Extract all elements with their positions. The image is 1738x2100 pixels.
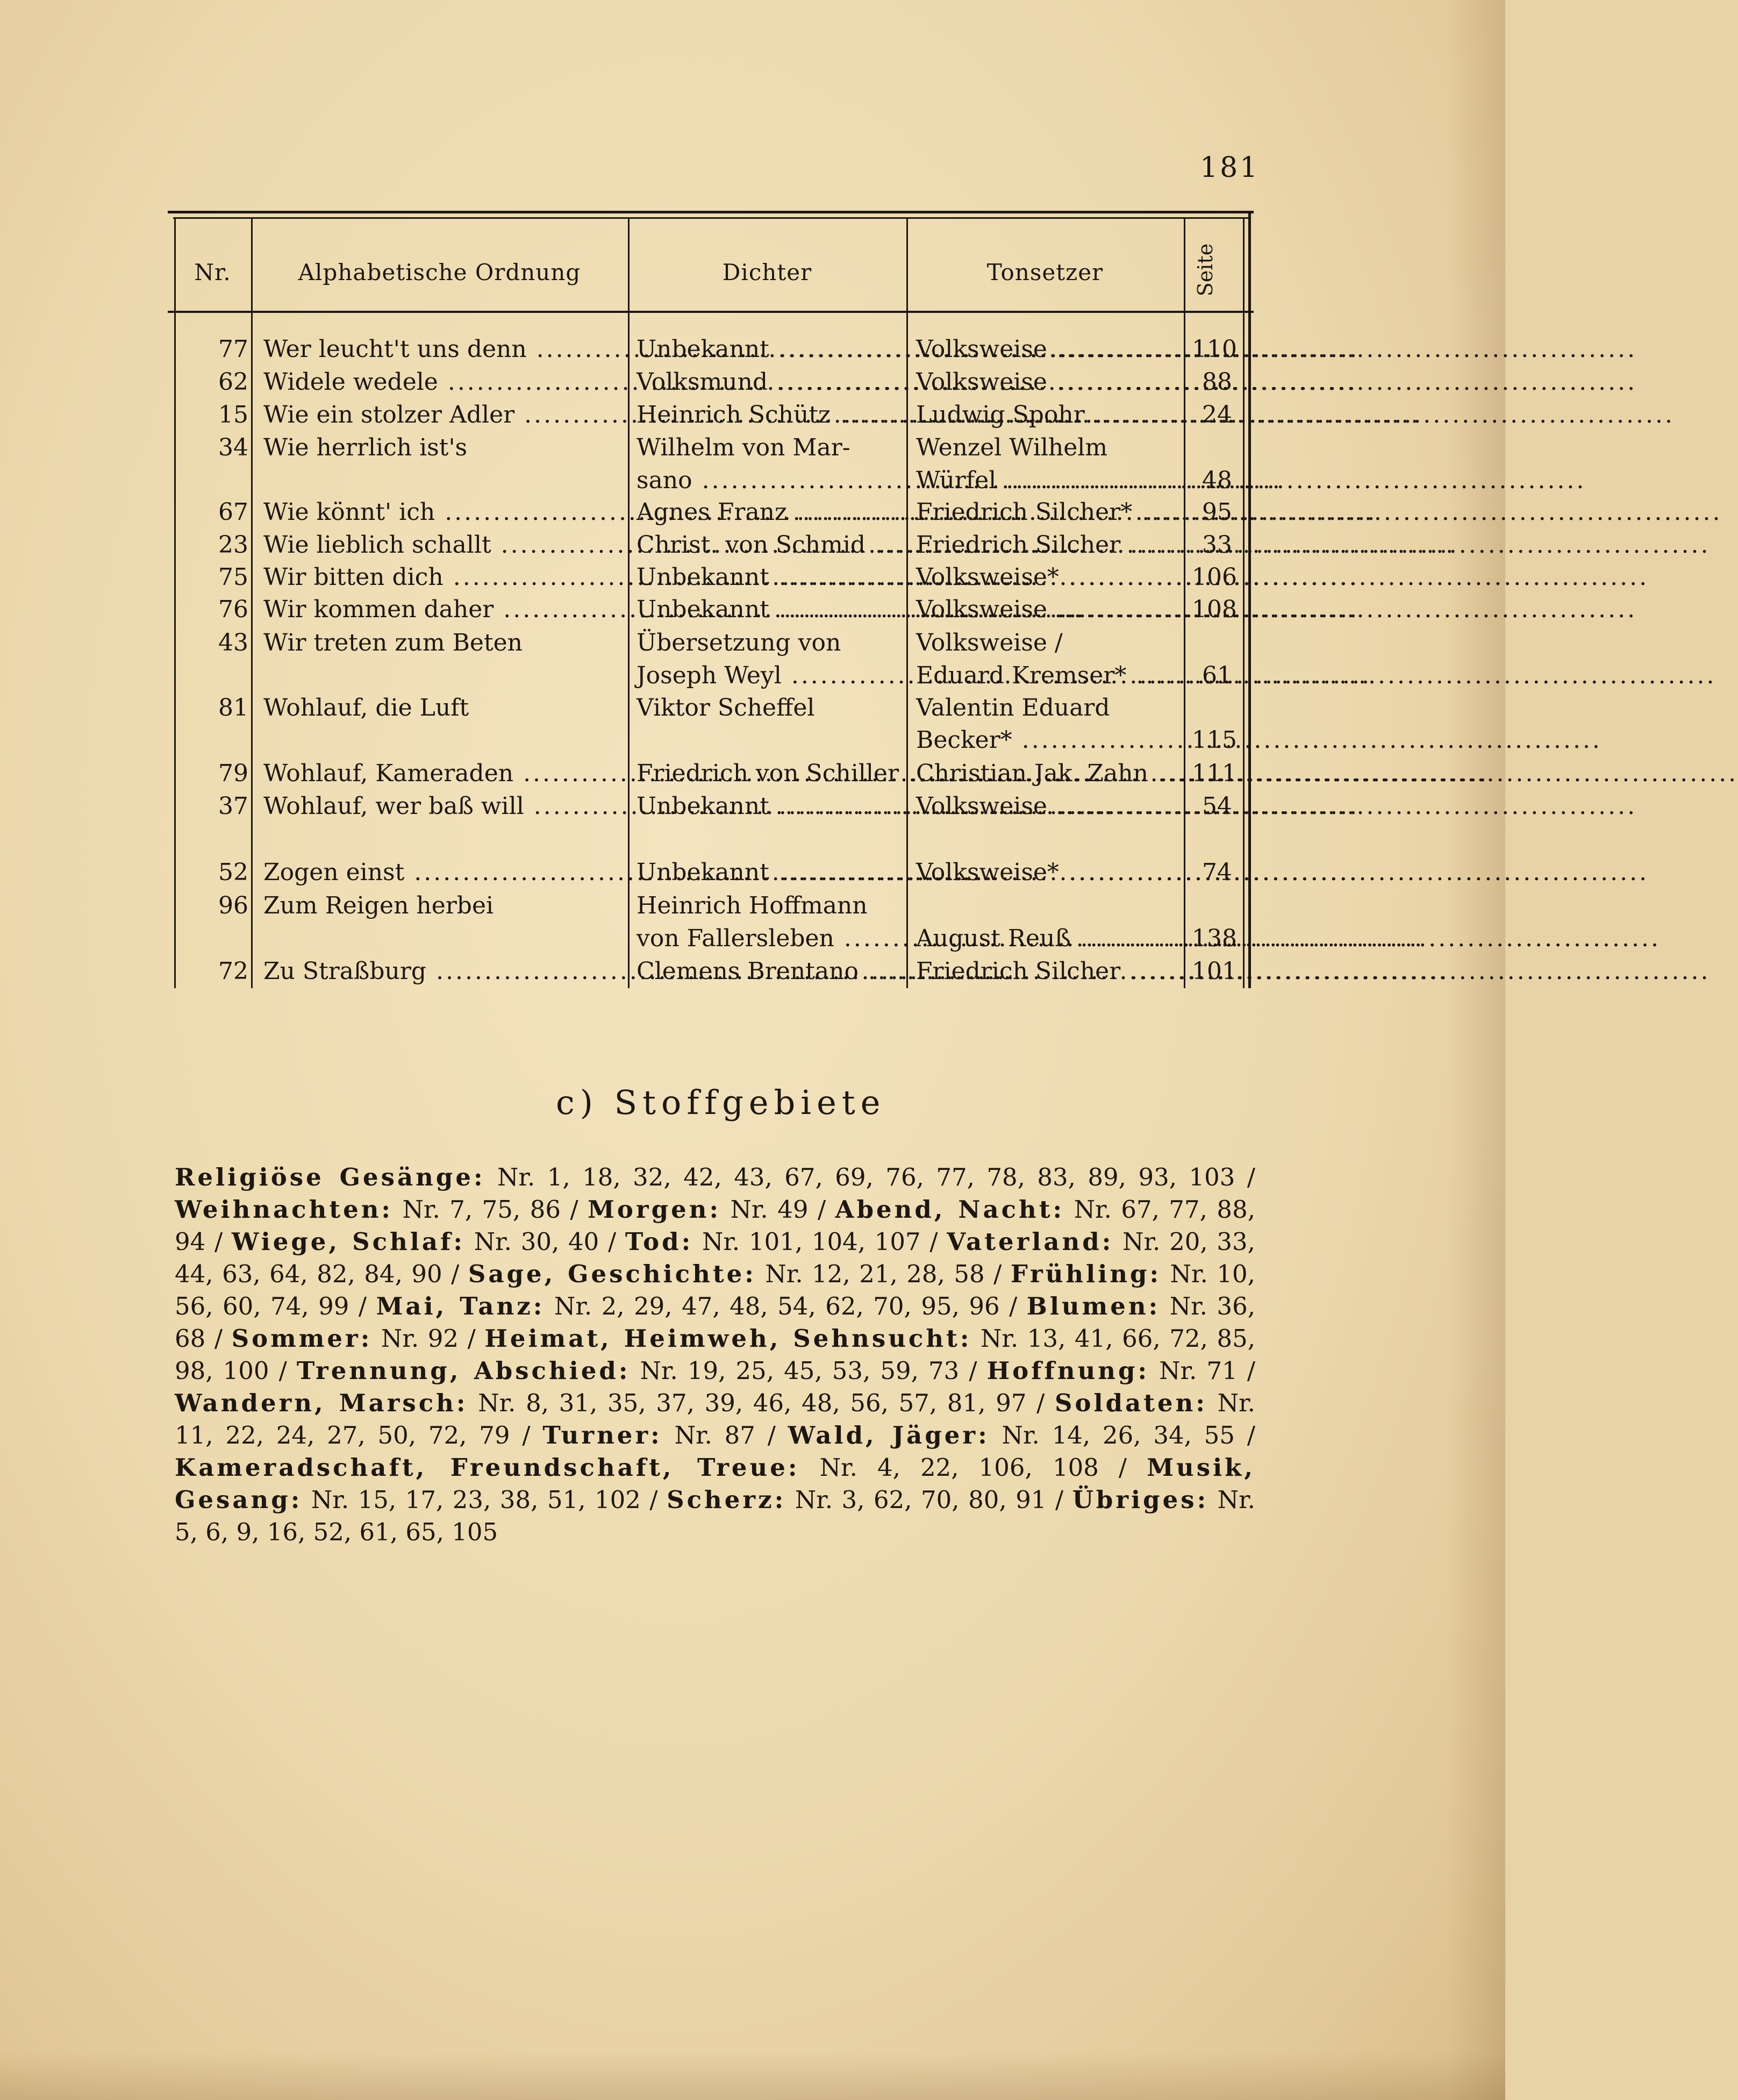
- song-index-table: [168, 211, 1254, 988]
- index-numbers: Nr. 36, 68 /: [175, 1292, 1256, 1353]
- song-title: Zogen einst .....: [263, 856, 623, 889]
- table-row: [168, 692, 1254, 724]
- index-numbers: Nr. 49 /: [730, 1195, 826, 1224]
- index-category: Sage, Geschichte:: [468, 1260, 756, 1288]
- row-number: 43: [218, 629, 248, 656]
- song-title: [263, 660, 623, 692]
- index-category: Scherz:: [667, 1485, 786, 1514]
- composer-name: Friedrich Silcher* .....: [916, 496, 1178, 528]
- song-title: Wohlauf, wer baß will .....: [263, 790, 623, 823]
- composer-name: Ludwig Spohr .....: [916, 399, 1178, 431]
- song-title: [263, 465, 623, 497]
- header-title: Alphabetische Ordnung: [298, 259, 581, 285]
- table-row: [168, 465, 1254, 497]
- row-number: 37: [218, 792, 248, 820]
- row-number: 23: [218, 531, 248, 559]
- index-numbers: Nr. 2, 29, 47, 48, 54, 62, 70, 95, 96 /: [554, 1292, 1018, 1320]
- composer-name: Volksweise* .....: [916, 561, 1178, 594]
- index-numbers: Nr. 19, 25, 45, 53, 59, 73 /: [640, 1356, 977, 1385]
- poet-name: Unbekannt .....: [636, 594, 900, 626]
- page-reference: 54: [1202, 792, 1232, 820]
- index-numbers: Nr. 71 /: [1159, 1356, 1255, 1385]
- table-row: [168, 890, 1254, 922]
- index-category: Heimat, Heimweh, Sehnsucht:: [484, 1324, 972, 1353]
- page-reference: [1192, 432, 1232, 464]
- poet-name: Clemens Brentano .....: [636, 955, 900, 988]
- composer-name: Würfel .....: [916, 465, 1178, 497]
- song-title: Wohlauf, Kameraden .....: [263, 758, 623, 790]
- table-row: [168, 856, 1254, 889]
- row-number: 76: [218, 596, 248, 623]
- song-title: Wir kommen daher .....: [263, 594, 623, 626]
- page-reference: [1192, 890, 1232, 922]
- composer-name: Eduard Kremser* .....: [916, 660, 1178, 692]
- composer-name: Volksweise .....: [916, 594, 1178, 626]
- poet-name: Volksmund .....: [636, 366, 900, 398]
- poet-name: Christ. von Schmid .....: [636, 529, 900, 561]
- poet-name: Heinrich Schütz .....: [636, 399, 900, 431]
- page-shadow-right: [1446, 0, 1505, 2100]
- page-reference: 108: [1192, 596, 1237, 623]
- index-numbers: Nr. 87 /: [674, 1421, 776, 1449]
- row-number: 67: [218, 498, 248, 526]
- song-title: Wie lieblich schallt .....: [263, 529, 623, 561]
- row-number: 62: [218, 368, 248, 396]
- table-row: [168, 399, 1254, 431]
- header-page: Seite: [1193, 243, 1217, 297]
- index-numbers: Nr. 30, 40 /: [474, 1227, 617, 1256]
- table-header-rule: [168, 311, 1254, 313]
- table-top-rule: [168, 211, 1254, 213]
- table-row: [168, 790, 1254, 823]
- header-nr: Nr.: [194, 259, 231, 285]
- table-row: [168, 561, 1254, 594]
- poet-name: Unbekannt .....: [636, 333, 900, 366]
- table-row: [168, 496, 1254, 528]
- row-number: 52: [218, 859, 248, 886]
- section-heading: c) Stoffgebiete: [556, 1083, 886, 1122]
- index-category: Blumen:: [1026, 1292, 1161, 1320]
- song-title: Wie herrlich ist's: [263, 434, 468, 461]
- composer-name: Friedrich Silcher .....: [916, 955, 1178, 988]
- index-numbers: Nr. 11, 22, 24, 27, 50, 72, 79 /: [175, 1389, 1255, 1449]
- index-category: Vaterland:: [947, 1227, 1114, 1256]
- index-category: Wiege, Schlaf:: [231, 1227, 466, 1256]
- index-numbers: Nr. 4, 22, 106, 108 /: [819, 1453, 1127, 1482]
- song-title: Zum Reigen herbei: [263, 892, 494, 919]
- header-composer: Tonsetzer: [986, 259, 1104, 285]
- index-category: Übriges:: [1072, 1485, 1209, 1514]
- index-numbers: Nr. 12, 21, 28, 58 /: [765, 1260, 1002, 1288]
- index-numbers: Nr. 7, 75, 86 /: [402, 1195, 578, 1224]
- index-numbers: Nr. 15, 17, 23, 38, 51, 102 /: [311, 1485, 658, 1514]
- song-title: Wir bitten dich .....: [263, 561, 623, 594]
- index-category: Abend, Nacht:: [835, 1195, 1065, 1224]
- composer-name: Volksweise .....: [916, 333, 1178, 366]
- page-reference: 138: [1192, 925, 1237, 952]
- composer-name: Wenzel Wilhelm: [916, 434, 1108, 461]
- poet-name: Unbekannt .....: [636, 561, 900, 594]
- row-number: 81: [218, 694, 248, 722]
- index-category: Morgen:: [588, 1195, 721, 1224]
- song-title: Wer leucht't uns denn .....: [263, 333, 623, 366]
- composer-name: Volksweise .....: [916, 366, 1178, 398]
- song-title: Zu Straßburg .....: [263, 955, 623, 988]
- index-category: Tod:: [625, 1227, 693, 1256]
- poet-name: Wilhelm von Mar-: [636, 434, 850, 461]
- row-number: 75: [218, 563, 248, 591]
- table-row: [168, 627, 1254, 659]
- composer-name: Volksweise /: [916, 629, 1063, 656]
- row-number: 15: [218, 401, 248, 428]
- table-row: [168, 432, 1254, 464]
- page-reference: [1192, 627, 1232, 659]
- index-category: Kameradschaft, Freundschaft, Treue:: [175, 1453, 800, 1482]
- row-number: 79: [218, 760, 248, 787]
- index-numbers: Nr. 101, 104, 107 /: [702, 1227, 938, 1256]
- poet-name: Viktor Scheffel: [636, 694, 815, 722]
- index-category: Sommer:: [231, 1324, 373, 1353]
- page-reference: 101: [1192, 958, 1237, 985]
- page-reference: 95: [1202, 498, 1232, 526]
- page-reference: 88: [1202, 368, 1232, 396]
- index-category: Mai, Tanz:: [376, 1292, 545, 1320]
- table-row: [168, 333, 1254, 366]
- poet-name: sano .....: [636, 465, 900, 497]
- page-reference: 106: [1192, 563, 1237, 591]
- page-reference: 111: [1192, 760, 1237, 787]
- index-category: Soldaten:: [1055, 1389, 1208, 1417]
- poet-name: Übersetzung von: [636, 629, 841, 656]
- table-top-rule-inner: [173, 217, 1248, 219]
- page-reference: 24: [1202, 401, 1232, 428]
- composer-name: Friedrich Silcher .....: [916, 529, 1178, 561]
- poet-name: von Fallersleben .....: [636, 923, 900, 955]
- index-category: Wald, Jäger:: [788, 1421, 990, 1449]
- page-reference: 48: [1202, 467, 1232, 494]
- table-row: [168, 366, 1254, 398]
- index-numbers: Nr. 1, 18, 32, 42, 43, 67, 69, 76, 77, 78, 83, 89, 93, 103 /: [497, 1163, 1255, 1191]
- page-reference: 33: [1202, 531, 1232, 559]
- composer-name: [916, 890, 1178, 922]
- index-numbers: Nr. 3, 62, 70, 80, 91 /: [795, 1485, 1064, 1514]
- index-category: Frühling:: [1010, 1260, 1162, 1288]
- composer-name: Volksweise .....: [916, 790, 1178, 823]
- song-title: Widele wedele .....: [263, 366, 623, 398]
- index-category: Trennung, Abschied:: [296, 1356, 631, 1385]
- index-numbers: Nr. 14, 26, 34, 55 /: [1002, 1421, 1255, 1449]
- subject-index: [175, 1161, 1255, 1548]
- table-row: [168, 594, 1254, 626]
- page-shadow-bottom: [0, 2052, 1505, 2100]
- page-reference: 110: [1192, 335, 1237, 363]
- index-category: Turner:: [542, 1421, 662, 1449]
- index-category: Musik, Gesang:: [175, 1453, 1256, 1514]
- index-numbers: Nr. 5, 6, 9, 16, 52, 61, 65, 105: [175, 1485, 1255, 1546]
- row-number: [178, 923, 253, 955]
- composer-name: Becker* .....: [916, 724, 1178, 756]
- index-category: Weihnachten:: [175, 1195, 394, 1224]
- song-title: [263, 724, 623, 756]
- row-number: [178, 660, 253, 692]
- table-row: [168, 758, 1254, 790]
- song-title: Wie ein stolzer Adler .....: [263, 399, 623, 431]
- row-number: [178, 724, 253, 756]
- row-number: 96: [218, 892, 248, 919]
- composer-name: Valentin Eduard: [916, 694, 1110, 722]
- poet-name: Heinrich Hoffmann: [636, 892, 868, 919]
- row-number: 77: [218, 335, 248, 363]
- poet-name: Joseph Weyl .....: [636, 660, 900, 692]
- composer-name: Volksweise* .....: [916, 856, 1178, 889]
- page-reference: 115: [1192, 726, 1237, 754]
- index-numbers: Nr. 92 /: [381, 1324, 476, 1353]
- index-numbers: Nr. 10, 56, 60, 74, 99 /: [175, 1260, 1255, 1320]
- index-numbers: Nr. 13, 41, 66, 72, 85, 98, 100 /: [175, 1324, 1256, 1385]
- index-numbers: Nr. 8, 31, 35, 37, 39, 46, 48, 56, 57, 81, 97 /: [478, 1389, 1045, 1417]
- table-row: [168, 529, 1254, 561]
- page-reference: 61: [1202, 662, 1232, 689]
- page-number: 181: [1200, 152, 1260, 184]
- row-number: [178, 465, 253, 497]
- table-row: [168, 660, 1254, 692]
- table-row: [168, 923, 1254, 955]
- index-numbers: Nr. 67, 77, 88, 94 /: [175, 1195, 1256, 1256]
- index-category: Wandern, Marsch:: [175, 1389, 468, 1417]
- row-number: 34: [218, 434, 248, 461]
- row-number: 72: [218, 958, 248, 985]
- song-title: [263, 923, 623, 955]
- header-poet: Dichter: [722, 259, 812, 285]
- page-reference: [1192, 692, 1232, 724]
- song-title: Wir treten zum Beten: [263, 629, 523, 656]
- table-row: [168, 955, 1254, 988]
- song-title: Wie könnt' ich .....: [263, 496, 623, 528]
- table-row: [168, 724, 1254, 756]
- index-numbers: Nr. 20, 33, 44, 63, 64, 82, 84, 90 /: [175, 1227, 1255, 1288]
- poet-name: Friedrich von Schiller .....: [636, 758, 900, 790]
- poet-name: Agnes Franz .....: [636, 496, 900, 528]
- poet-name: Unbekannt .....: [636, 856, 900, 889]
- song-title: Wohlauf, die Luft: [263, 694, 469, 722]
- poet-name: [636, 724, 900, 756]
- composer-name: August Reuß .....: [916, 923, 1178, 955]
- index-category: Hoffnung:: [986, 1356, 1150, 1385]
- page-reference: 74: [1202, 859, 1232, 886]
- composer-name: Christian Jak. Zahn .....: [916, 758, 1178, 790]
- index-category: Religiöse Gesänge:: [175, 1163, 485, 1191]
- poet-name: Unbekannt .....: [636, 790, 900, 823]
